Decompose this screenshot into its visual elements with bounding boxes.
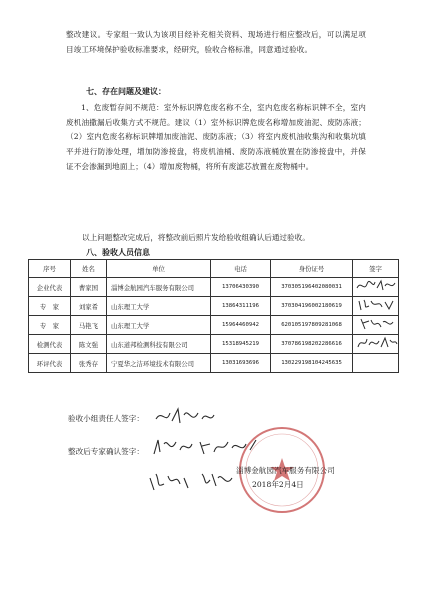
table-row xyxy=(29,297,399,316)
row-role: 专 家 xyxy=(29,316,71,335)
row-signature-cell xyxy=(353,335,399,354)
expert-signature-label: 整改后专家确认签字： xyxy=(68,447,144,456)
table-row xyxy=(29,278,399,297)
leader-handwritten-signature xyxy=(152,405,222,429)
row-phone: 13706430390 xyxy=(211,278,271,297)
row-role: 企业代表 xyxy=(29,278,71,297)
section-8-heading: 八、验收人员信息 xyxy=(86,247,150,257)
company-name: 淄博金航园汽车服务有限公司 xyxy=(236,466,335,475)
row-unit: 淄博金航园汽车服务有限公司 xyxy=(107,278,211,297)
row-unit: 宁夏华之洁环境技术有限公司 xyxy=(107,354,211,373)
document-date: 2018年2月4日 xyxy=(252,480,304,489)
header-signature: 签字 xyxy=(353,260,399,278)
table-row xyxy=(29,316,399,335)
row-unit: 山东道邦检测科技有限公司 xyxy=(107,335,211,354)
row-id-number: 130229198104245635 xyxy=(271,354,353,373)
row-id-number: 370305196402080031 xyxy=(271,278,353,297)
row-id-number: 370304196002180619 xyxy=(271,297,353,316)
table-row xyxy=(29,335,399,354)
handwritten-signature xyxy=(355,316,399,332)
row-role: 检测代表 xyxy=(29,335,71,354)
table-header-row xyxy=(29,260,399,278)
handwritten-signature xyxy=(355,297,399,313)
row-role: 专 家 xyxy=(29,297,71,316)
header-index: 序号 xyxy=(29,260,71,278)
header-name: 姓名 xyxy=(71,260,107,278)
experts-extra-handwritten-signatures xyxy=(146,468,246,494)
header-phone: 电话 xyxy=(211,260,271,278)
row-unit: 山东理工大学 xyxy=(107,316,211,335)
row-name: 曹家国 xyxy=(71,278,107,297)
row-phone: 15964460942 xyxy=(211,316,271,335)
acceptance-members-table xyxy=(28,259,399,373)
leader-signature-label: 验收小组责任人签字： xyxy=(68,414,144,423)
row-id-number: 370786198202286616 xyxy=(271,335,353,354)
issues-paragraph: 1、危废暂存间不规范：室外标识牌危废名称不全，室内危废名称标识牌不全，室内废机油撒漏后收集方式不规范。建议（1）室外标识牌危废名称增加废油泥、废防冻液；（2）室内危废名称标识牌增加废油泥、废防冻液；（3）将室内废机油收集沟和收集坑填平并进行防渗处理，增加防渗接盘，将废机油桶、废防冻液桶放置在防渗接盘中，并保证不会渗漏到地面上；（4）增加废物桶，将所有废滤芯放置在废物桶中。 xyxy=(66,103,366,171)
section-7-heading: 七、存在问题及建议： xyxy=(86,86,166,96)
row-signature-cell xyxy=(353,278,399,297)
row-signature-cell xyxy=(353,297,399,316)
row-signature-cell xyxy=(353,354,399,373)
row-phone: 13031693696 xyxy=(211,354,271,373)
row-name: 刘家希 xyxy=(71,297,107,316)
handwritten-signature xyxy=(355,278,399,294)
intro-paragraph: 整改建议。专家组一致认为该项目经补充相关资料、现场进行相应整改后，可以满足项目竣工环境保护验收标准要求，经研究，验收合格标准，同意通过验收。 xyxy=(66,30,366,54)
row-signature-cell xyxy=(353,316,399,335)
table-row xyxy=(29,354,399,373)
header-id-number: 身份证号 xyxy=(271,260,353,278)
row-name: 张秀存 xyxy=(71,354,107,373)
row-name: 陈文强 xyxy=(71,335,107,354)
row-name: 马艳飞 xyxy=(71,316,107,335)
row-role: 环评代表 xyxy=(29,354,71,373)
row-unit: 山东理工大学 xyxy=(107,297,211,316)
row-phone: 13864311196 xyxy=(211,297,271,316)
header-unit: 单位 xyxy=(107,260,211,278)
closing-sentence: 以上问题整改完成后，将整改前后照片发给验收组确认后通过验收。 xyxy=(82,233,310,242)
row-id-number: 620105197809281068 xyxy=(271,316,353,335)
handwritten-signature xyxy=(355,335,399,351)
row-phone: 15318945219 xyxy=(211,335,271,354)
